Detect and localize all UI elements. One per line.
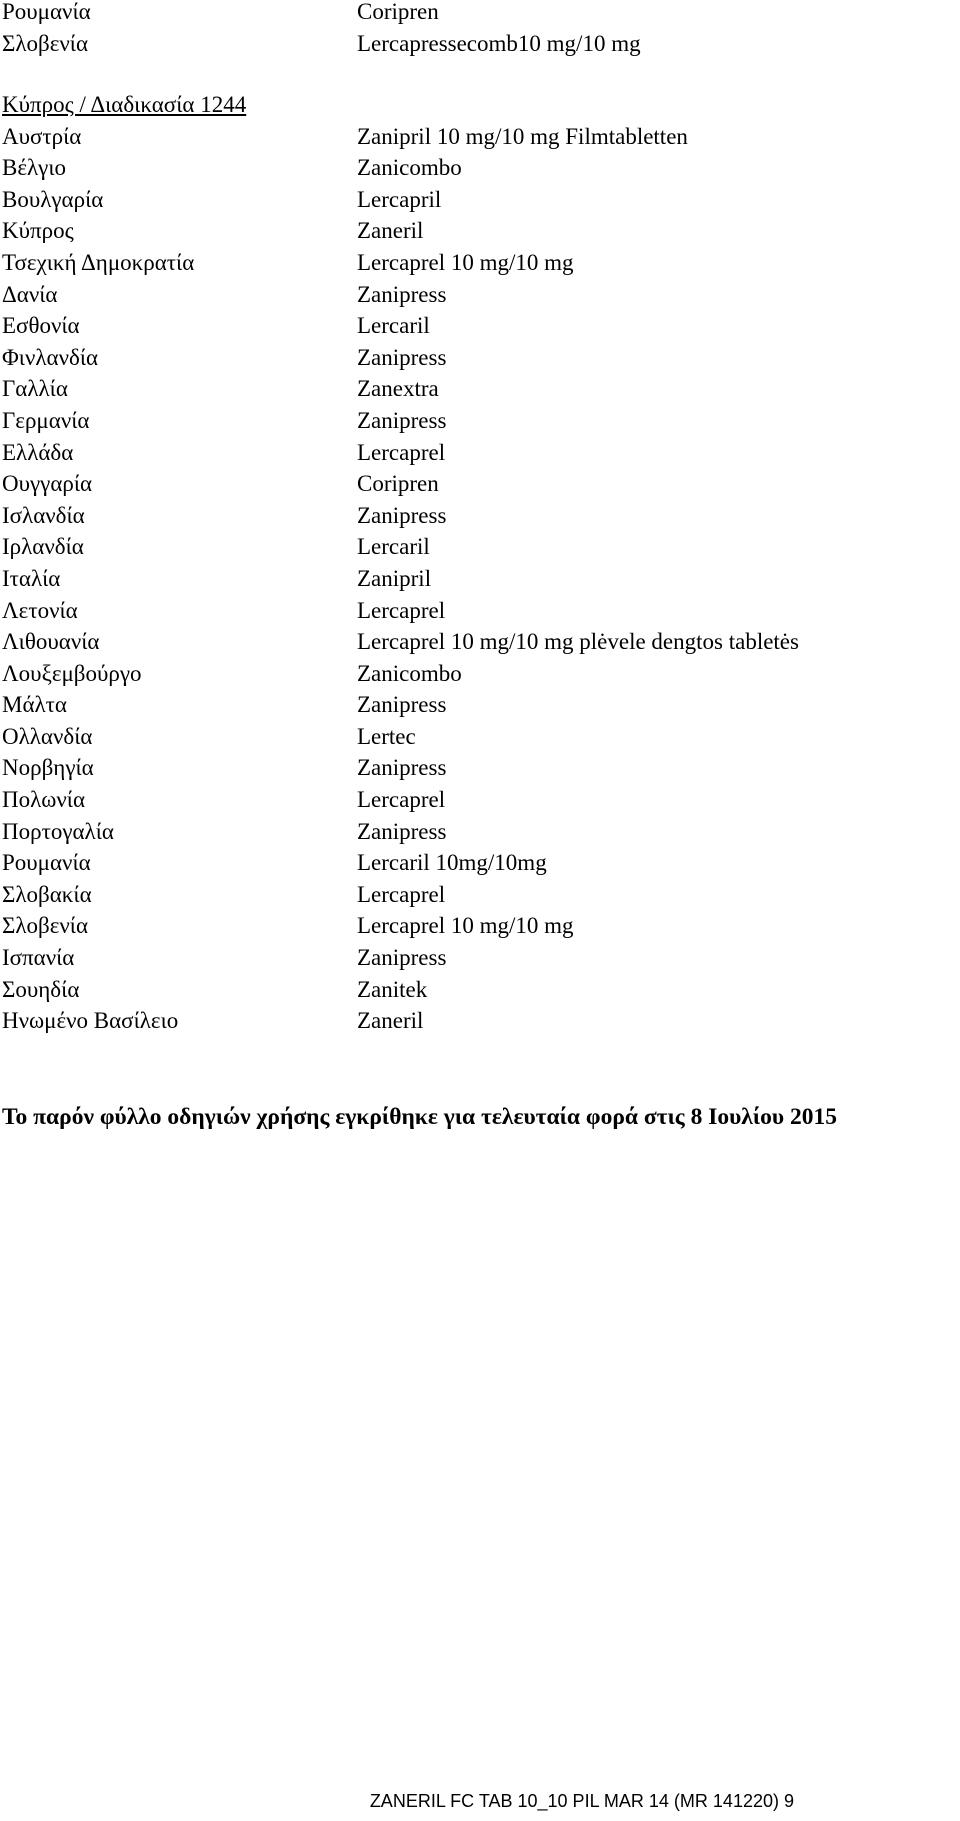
product-name: Lertec (357, 723, 416, 749)
country-name: Ισλανδία (2, 502, 85, 528)
table-row (2, 405, 952, 437)
product-name: Zaneril (357, 1008, 424, 1034)
country-name: Εσθονία (2, 313, 80, 339)
table-row (2, 879, 952, 911)
product-name: Lercaprel 10 mg/10 mg (357, 913, 574, 939)
country-name: Αυστρία (2, 123, 82, 149)
top-country-table (2, 0, 952, 59)
product-name: Zanipress (357, 945, 447, 971)
product-name: Zanicombo (357, 660, 462, 686)
product-name: Zanipress (357, 407, 447, 433)
table-row (2, 28, 952, 60)
country-name: Γερμανία (2, 407, 90, 433)
product-name: Zanipress (357, 344, 447, 370)
country-name: Ρουμανία (2, 0, 91, 24)
procedure-heading-row (2, 89, 952, 121)
product-name: Zanitek (357, 976, 428, 1002)
approval-note: Το παρόν φύλλο οδηγιών χρήσης εγκρίθηκε για τελευταία φορά στις 8 Ιουλίου 2015 (2, 1104, 837, 1130)
table-row (2, 942, 952, 974)
table-row (2, 0, 952, 28)
table-row (2, 531, 952, 563)
country-name: Λετονία (2, 597, 78, 623)
table-row (2, 1005, 952, 1037)
table-row (2, 689, 952, 721)
country-name: Ιρλανδία (2, 534, 84, 560)
country-name: Φινλανδία (2, 344, 99, 370)
product-name: Lercaprel (357, 787, 446, 813)
table-row (2, 215, 952, 247)
procedure-section (2, 89, 952, 1037)
country-name: Ισπανία (2, 945, 75, 971)
product-name: Zanipril (357, 565, 432, 591)
table-row (2, 152, 952, 184)
country-name: Ελλάδα (2, 439, 74, 465)
table-row (2, 595, 952, 627)
table-row (2, 373, 952, 405)
table-row (2, 247, 952, 279)
country-name: Σλοβενία (2, 913, 89, 939)
table-row (2, 121, 952, 153)
country-name: Λουξεμβούργο (2, 660, 142, 686)
product-name: Zanextra (357, 376, 439, 402)
product-name: Zanipril 10 mg/10 mg Filmtabletten (357, 123, 688, 149)
country-name: Πολωνία (2, 787, 86, 813)
country-name: Σουηδία (2, 976, 80, 1002)
product-name: Lercaprel (357, 881, 446, 907)
table-row (2, 910, 952, 942)
country-name: Δανία (2, 281, 58, 307)
table-row (2, 974, 952, 1006)
product-name: Coripren (357, 471, 439, 497)
country-name: Βέλγιο (2, 155, 67, 181)
country-name: Μάλτα (2, 692, 67, 718)
country-name: Κύπρος (2, 218, 74, 244)
table-row (2, 437, 952, 469)
product-name: Zanipress (357, 818, 447, 844)
product-name: Lercapril (357, 186, 442, 212)
table-row (2, 752, 952, 784)
country-name: Νορβηγία (2, 755, 94, 781)
country-name: Ολλανδία (2, 723, 93, 749)
country-name: Γαλλία (2, 376, 68, 402)
procedure-country-table (2, 121, 952, 1037)
product-name: Lercaril (357, 313, 430, 339)
table-row (2, 279, 952, 311)
country-name: Βουλγαρία (2, 186, 104, 212)
table-row (2, 721, 952, 753)
product-name: Lercaprel 10 mg/10 mg (357, 249, 574, 275)
table-row (2, 468, 952, 500)
table-row (2, 310, 952, 342)
table-row (2, 500, 952, 532)
product-name: Lercapressecomb10 mg/10 mg (357, 30, 641, 56)
procedure-heading: Κύπρος / Διαδικασία 1244 (2, 92, 247, 117)
product-name: Zanipress (357, 502, 447, 528)
country-name: Σλοβενία (2, 30, 89, 56)
product-name: Zanicombo (357, 155, 462, 181)
product-name: Zanipress (357, 281, 447, 307)
country-name: Ουγγαρία (2, 471, 93, 497)
country-name: Πορτογαλία (2, 818, 114, 844)
country-name: Λιθουανία (2, 629, 100, 655)
table-row (2, 816, 952, 848)
country-name: Ηνωμένο Βασίλειο (2, 1008, 179, 1034)
product-name: Coripren (357, 0, 439, 24)
table-row (2, 184, 952, 216)
product-name: Zanipress (357, 755, 447, 781)
product-name: Zanipress (357, 692, 447, 718)
table-row (2, 784, 952, 816)
country-name: Τσεχική Δημοκρατία (2, 249, 195, 275)
country-name: Ρουμανία (2, 850, 91, 876)
country-name: Σλοβακία (2, 881, 92, 907)
country-name: Ιταλία (2, 565, 61, 591)
table-row (2, 626, 952, 658)
page-footer: ZANERIL FC TAB 10_10 PIL MAR 14 (MR 141220) 9 (369, 1791, 794, 1811)
product-name: Lercaprel 10 mg/10 mg plėvele dengtos tabletės (357, 629, 799, 655)
product-name: Lercaril (357, 534, 430, 560)
table-row (2, 658, 952, 690)
product-name: Lercaprel (357, 597, 446, 623)
product-name: Zaneril (357, 218, 424, 244)
table-row (2, 563, 952, 595)
product-name: Lercaprel (357, 439, 446, 465)
table-row (2, 847, 952, 879)
product-name: Lercaril 10mg/10mg (357, 850, 547, 876)
table-row (2, 342, 952, 374)
